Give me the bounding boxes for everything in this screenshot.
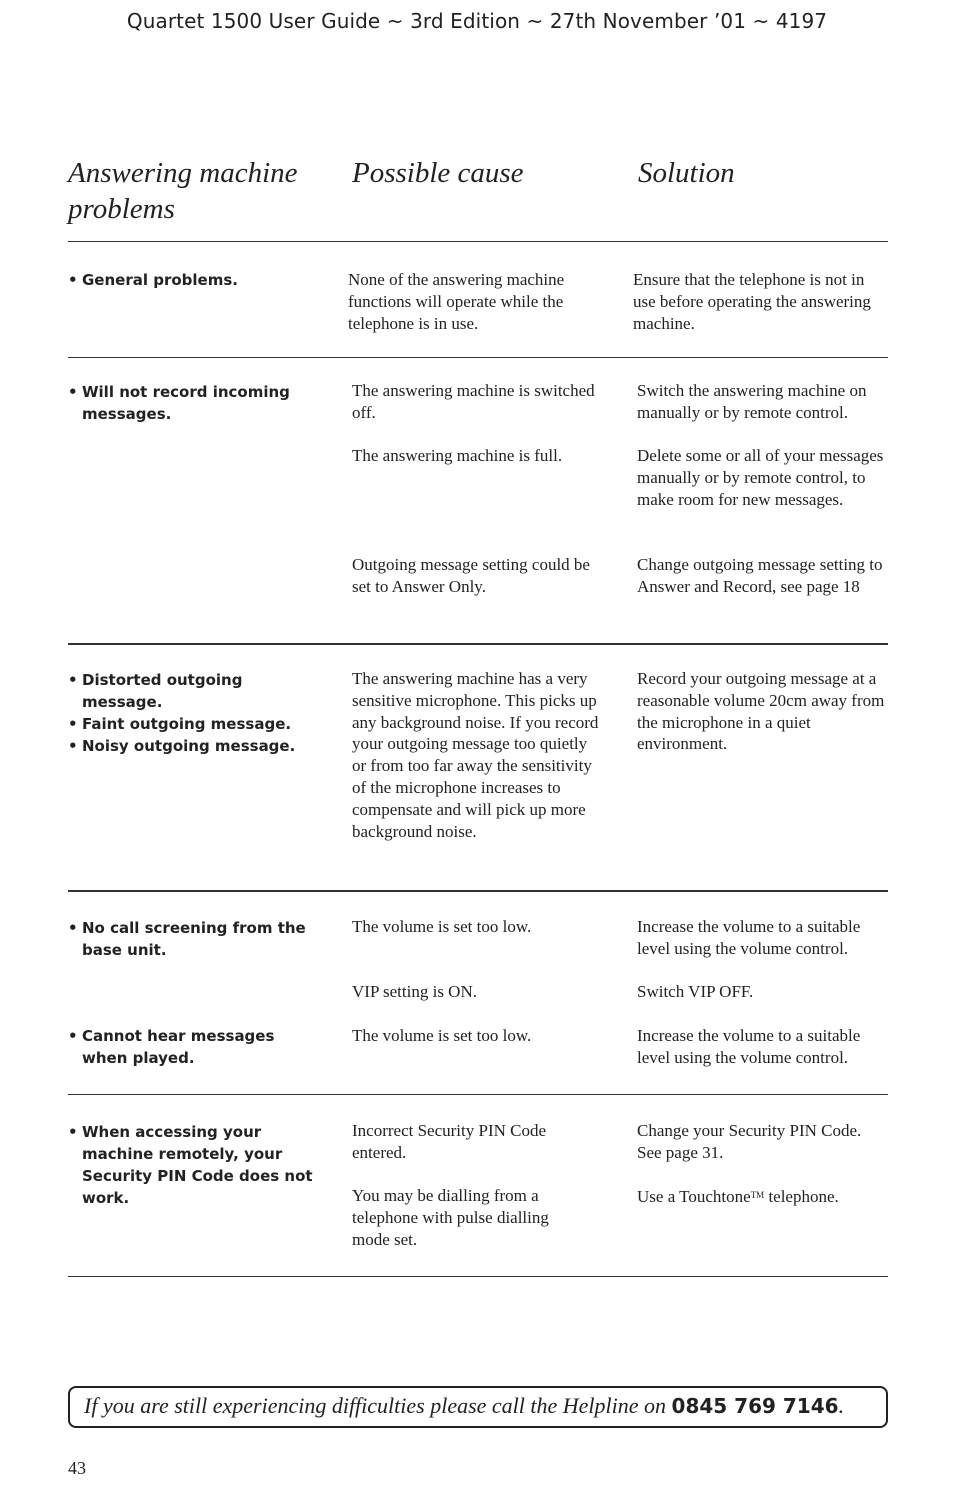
helpline-box bbox=[68, 1386, 888, 1428]
problem-cell-outgoing bbox=[68, 669, 318, 757]
problem-item: • Cannot hear messages when played. bbox=[68, 1025, 318, 1069]
cause-text: Incorrect Security PIN Code entered. bbox=[352, 1121, 547, 1162]
problem-item: • Noisy outgoing message. bbox=[68, 735, 318, 757]
solution-text bbox=[637, 1185, 887, 1208]
cause-text: The volume is set too low. bbox=[352, 917, 532, 936]
problem-cell-record bbox=[68, 381, 318, 425]
cause-text: None of the answering machine functions will operate while the telephone is in use. bbox=[348, 270, 565, 333]
solution-text-part: telephone. bbox=[768, 1187, 839, 1206]
column-heading-problems-line2: problems bbox=[68, 193, 175, 225]
solution-text: Switch VIP OFF. bbox=[637, 982, 754, 1001]
helpline-text: If you are still experiencing difficulties please call the Helpline on bbox=[84, 1393, 667, 1418]
column-heading-solution: Solution bbox=[638, 157, 735, 189]
cause-text: The answering machine is full. bbox=[352, 446, 563, 465]
cause-text: The answering machine has a very sensitive microphone. This picks up any background noise. If you record your outgoing message too quietly or from too far away the sensitivity of the microphone increases to compensate and will pick up more background noise. bbox=[352, 669, 599, 841]
cause-text: You may be dialling from a telephone with pulse dialling mode set. bbox=[352, 1186, 549, 1249]
helpline-end: . bbox=[838, 1393, 845, 1418]
solution-text: Change your Security PIN Code. See page 31. bbox=[637, 1121, 862, 1162]
problem-cell-screening bbox=[68, 917, 318, 961]
problem-item: • Faint outgoing message. bbox=[68, 713, 318, 735]
trademark-mark: TM bbox=[750, 1190, 765, 1200]
row-divider bbox=[68, 890, 888, 892]
cause-text: The answering machine is switched off. bbox=[352, 381, 595, 422]
problem-item: • General problems. bbox=[68, 269, 318, 291]
cause-text: VIP setting is ON. bbox=[352, 982, 477, 1001]
page-header: Quartet 1500 User Guide ~ 3rd Edition ~ 27th November ’01 ~ 4197 bbox=[126, 9, 828, 33]
page-number: 43 bbox=[68, 1458, 86, 1478]
problem-item: • Will not record incoming messages. bbox=[68, 381, 318, 425]
solution-text: Increase the volume to a suitable level using the volume control. bbox=[637, 917, 861, 958]
table-bottom-divider bbox=[68, 1276, 888, 1277]
row-divider bbox=[68, 1094, 888, 1095]
problem-cell-general bbox=[68, 269, 318, 291]
header-divider bbox=[68, 241, 888, 242]
column-heading-problems-line1: Answering machine bbox=[68, 157, 298, 189]
row-divider bbox=[68, 357, 888, 358]
cause-text: Outgoing message setting could be set to Answer Only. bbox=[352, 555, 590, 596]
helpline-message bbox=[84, 1393, 844, 1419]
cause-text: The volume is set too low. bbox=[352, 1026, 532, 1045]
problem-item: • When accessing your machine remotely, your Security PIN Code does not work. bbox=[68, 1121, 318, 1209]
problem-cell-remote-pin bbox=[68, 1121, 318, 1209]
helpline-number: 0845 769 7146 bbox=[671, 1394, 839, 1418]
row-divider bbox=[68, 643, 888, 645]
problem-item: • No call screening from the base unit. bbox=[68, 917, 318, 961]
solution-text: Switch the answering machine on manually or by remote control. bbox=[637, 381, 867, 422]
solution-text: Increase the volume to a suitable level using the volume control. bbox=[637, 1026, 861, 1067]
solution-text: Record your outgoing message at a reasonable volume 20cm away from the microphone in a quiet environment. bbox=[637, 669, 885, 754]
column-heading-problems bbox=[68, 155, 298, 227]
solution-text: Ensure that the telephone is not in use before operating the answering machine. bbox=[633, 270, 871, 333]
problem-cell-playback bbox=[68, 1025, 318, 1069]
solution-text: Delete some or all of your messages manually or by remote control, to make room for new messages. bbox=[637, 446, 884, 509]
problem-item: • Distorted outgoing message. bbox=[68, 669, 318, 713]
solution-text-part: Use a Touchtone bbox=[637, 1187, 751, 1206]
solution-text: Change outgoing message setting to Answer and Record, see page 18 bbox=[637, 555, 883, 596]
column-heading-cause: Possible cause bbox=[352, 157, 524, 189]
